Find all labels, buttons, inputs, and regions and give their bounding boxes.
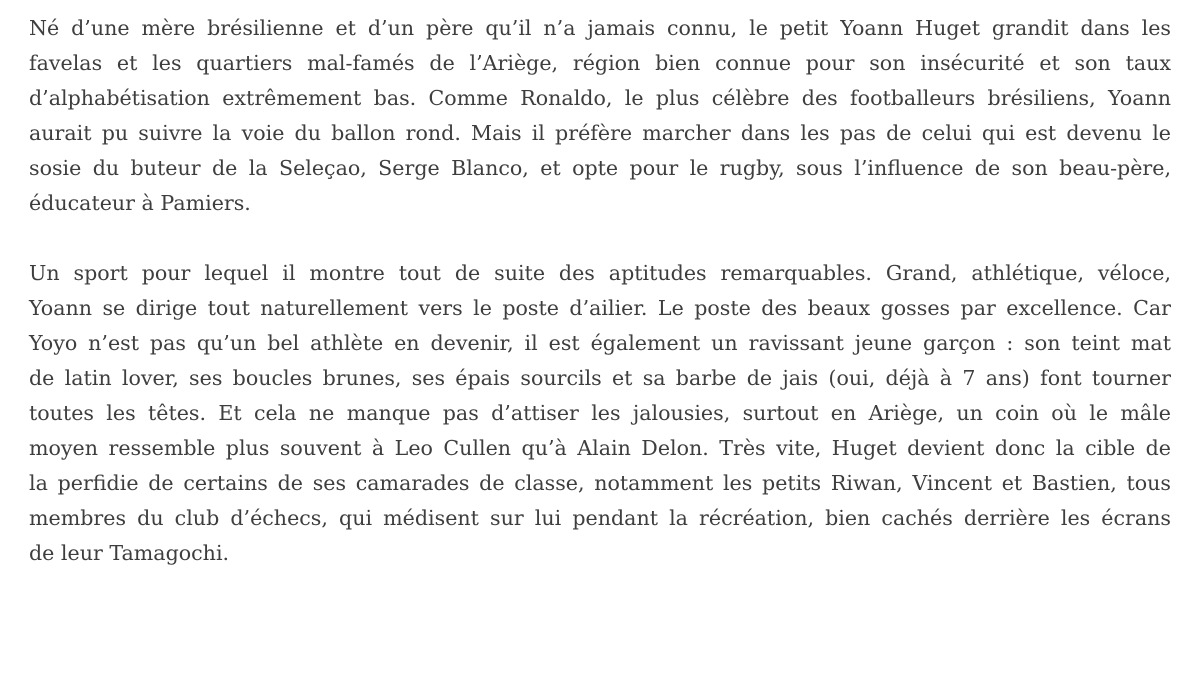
article-body bbox=[29, 11, 1171, 571]
paragraph-2-line-9: de leur Tamagochi. bbox=[29, 541, 230, 565]
paragraph-2-line-7: la perfidie de certains de ses camarades de classe, notamment les petits Riwan, Vincent et Bastien, tous bbox=[29, 471, 1171, 495]
paragraph-1 bbox=[29, 11, 1171, 221]
paragraph-1-line-3: d’alphabétisation extrêmement bas. Comme Ronaldo, le plus célèbre des footballeurs brésiliens, Yoann bbox=[29, 86, 1171, 110]
paragraph-2 bbox=[29, 256, 1171, 571]
paragraph-2-line-6: moyen ressemble plus souvent à Leo Cullen qu’à Alain Delon. Très vite, Huget devient donc la cible de bbox=[29, 436, 1171, 460]
paragraph-1-line-5: sosie du buteur de la Seleçao, Serge Blanco, et opte pour le rugby, sous l’influence de son beau-père, bbox=[29, 156, 1171, 180]
paragraph-2-line-4: de latin lover, ses boucles brunes, ses épais sourcils et sa barbe de jais (oui, déjà à 7 ans) font tourner bbox=[29, 366, 1171, 390]
paragraph-2-line-5: toutes les têtes. Et cela ne manque pas d’attiser les jalousies, surtout en Ariège, un coin où le mâle bbox=[29, 401, 1171, 425]
paragraph-1-line-4: aurait pu suivre la voie du ballon rond. Mais il préfère marcher dans les pas de celui qui est devenu le bbox=[29, 121, 1171, 145]
paragraph-1-line-2: favelas et les quartiers mal-famés de l’Ariège, région bien connue pour son insécurité et son taux bbox=[29, 51, 1171, 75]
paragraph-1-line-6: éducateur à Pamiers. bbox=[29, 191, 251, 215]
paragraph-2-line-1: Un sport pour lequel il montre tout de suite des aptitudes remarquables. Grand, athlétique, véloce, bbox=[29, 261, 1171, 285]
paragraph-2-line-8: membres du club d’échecs, qui médisent sur lui pendant la récréation, bien cachés derrière les écrans bbox=[29, 506, 1171, 530]
paragraph-1-line-1: Né d’une mère brésilienne et d’un père qu’il n’a jamais connu, le petit Yoann Huget grandit dans les bbox=[29, 16, 1171, 40]
paragraph-2-line-2: Yoann se dirige tout naturellement vers le poste d’ailier. Le poste des beaux gosses par excellence. Car bbox=[29, 296, 1171, 320]
paragraph-2-line-3: Yoyo n’est pas qu’un bel athlète en devenir, il est également un ravissant jeune garçon : son teint mat bbox=[29, 331, 1171, 355]
